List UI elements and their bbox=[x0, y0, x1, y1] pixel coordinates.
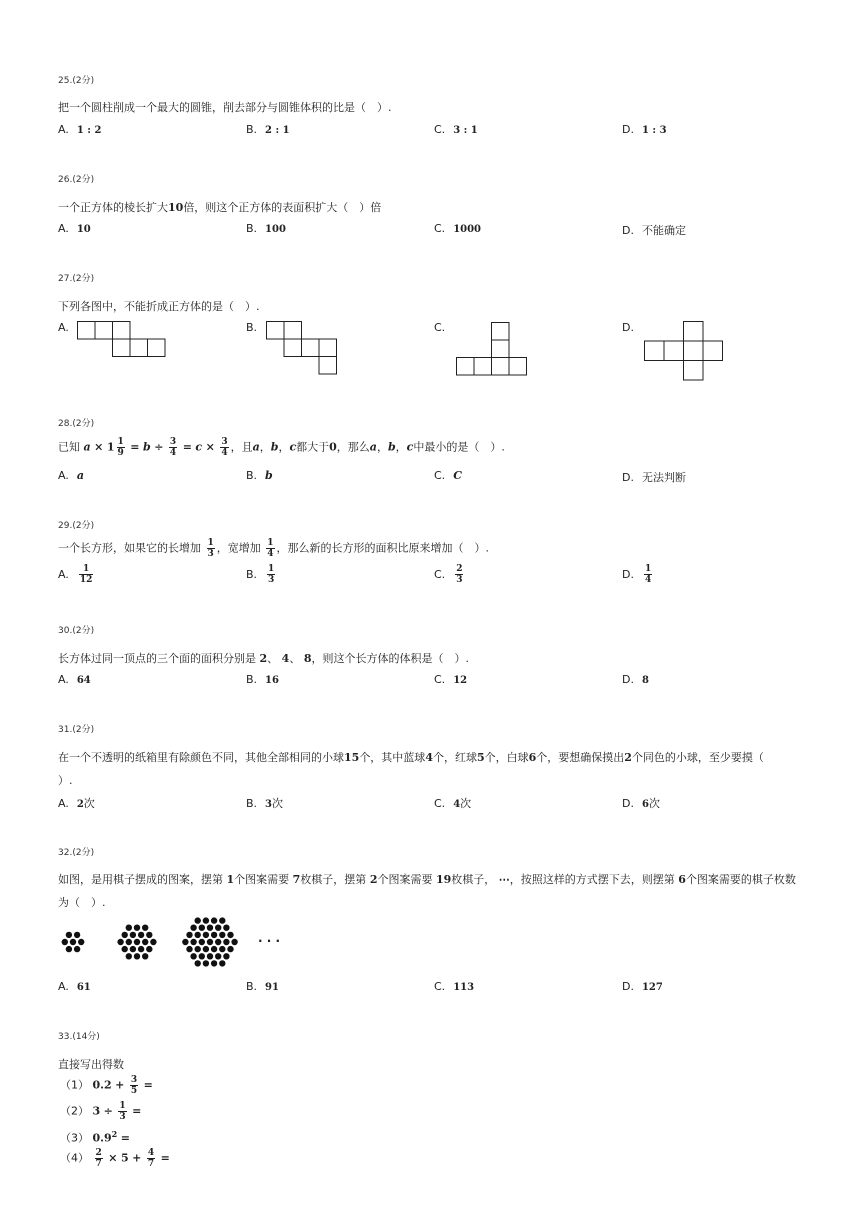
q32-option-d[interactable]: D. 127 bbox=[622, 980, 663, 993]
q27-option-a[interactable]: A. bbox=[58, 321, 69, 334]
chess-piece-dot bbox=[207, 939, 213, 945]
chess-piece-dot bbox=[182, 939, 188, 945]
q30-option-a[interactable]: A. 64 bbox=[58, 673, 91, 686]
chess-piece-dot bbox=[190, 925, 196, 931]
chess-piece-dot bbox=[74, 932, 80, 938]
q29-option-d[interactable]: D. $\frac{1}{4}$ bbox=[622, 564, 652, 585]
q26-option-d[interactable]: D. 不能确定 bbox=[622, 224, 686, 237]
chess-piece-dot bbox=[199, 939, 205, 945]
q28-option-d[interactable]: D. 无法判断 bbox=[622, 471, 686, 484]
q31-option-c[interactable]: C. 4次 bbox=[434, 797, 472, 810]
q30-option-c[interactable]: C. 12 bbox=[434, 673, 468, 686]
q29-option-b[interactable]: B. $\frac{1}{3}$ bbox=[246, 564, 275, 585]
question-28-stem: 已知 a × 1 $\frac{1}{9}$ = b ÷ $\frac{3}{4}$ = c × $\frac{3}{4}$ ，且a，b，c都大于0，那么a，b，c中最小的是（ ）. bbox=[58, 437, 505, 458]
chess-piece-dot bbox=[142, 925, 148, 931]
fraction: $\frac{1}{9}$ bbox=[117, 437, 124, 458]
chess-piece-dot bbox=[203, 932, 209, 938]
q29-option-a[interactable]: A. $\frac{1}{12}$ bbox=[58, 564, 93, 585]
chess-piece-dot bbox=[199, 953, 205, 959]
chess-piece-dot bbox=[215, 925, 221, 931]
chess-piece-dot bbox=[211, 917, 217, 923]
q31-option-a[interactable]: A. 2次 bbox=[58, 797, 95, 810]
question-31-number: 31.(2分) bbox=[58, 725, 95, 735]
question-32-stem-line1: 如图，是用棋子摆成的图案，摆第 1个图案需要 7枚棋子，摆第 2个图案需要 19枚棋子， ⋯，按照这样的方式摆下去，则摆第 6个图案需要的棋子枚数 bbox=[58, 873, 796, 886]
q33-item-2: （2） 3 ÷ $\frac{1}{3}$ = bbox=[60, 1101, 142, 1122]
q32-option-c[interactable]: C. 113 bbox=[434, 980, 475, 993]
chess-piece-dot bbox=[223, 939, 229, 945]
q25-option-a[interactable]: A. 1 : 2 bbox=[58, 123, 102, 136]
chess-piece-dot bbox=[215, 953, 221, 959]
chess-piece-dot bbox=[211, 960, 217, 966]
q26-option-c[interactable]: C. 1000 bbox=[434, 222, 482, 235]
chess-piece-dot bbox=[195, 917, 201, 923]
q31-option-d[interactable]: D. 6次 bbox=[622, 797, 660, 810]
q33-item-1: （1） 0.2 + $\frac{3}{5}$ = bbox=[60, 1075, 153, 1096]
hex-pattern-3 bbox=[182, 917, 238, 966]
q26-option-a[interactable]: A. 10 bbox=[58, 222, 91, 235]
question-31-stem-line2: ）. bbox=[58, 774, 73, 787]
chess-piece-dot bbox=[195, 960, 201, 966]
fraction: $\frac{3}{4}$ bbox=[169, 437, 177, 458]
question-25-number: 25.(2分) bbox=[58, 76, 95, 86]
chess-piece-dot bbox=[138, 932, 144, 938]
question-27-number: 27.(2分) bbox=[58, 274, 95, 284]
chess-piece-dot bbox=[146, 932, 152, 938]
q25-option-c[interactable]: C. 3 : 1 bbox=[434, 123, 478, 136]
q32-option-b[interactable]: B. 91 bbox=[246, 980, 279, 993]
chess-piece-dot bbox=[117, 939, 123, 945]
q33-item-3: （3） $0.9^2$ = bbox=[60, 1129, 130, 1145]
chess-piece-dot bbox=[211, 946, 217, 952]
q27-net-d-figure bbox=[644, 321, 726, 381]
chess-piece-dot bbox=[142, 939, 148, 945]
chess-piece-dot bbox=[130, 946, 136, 952]
chess-piece-dot bbox=[70, 939, 76, 945]
chess-piece-dot bbox=[190, 939, 196, 945]
chess-piece-dot bbox=[126, 939, 132, 945]
question-26-number: 26.(2分) bbox=[58, 175, 95, 185]
chess-piece-dot bbox=[211, 932, 217, 938]
chess-piece-dot bbox=[122, 932, 128, 938]
q25-option-b[interactable]: B. 2 : 1 bbox=[246, 123, 290, 136]
chess-piece-dot bbox=[134, 953, 140, 959]
q30-option-b[interactable]: B. 16 bbox=[246, 673, 279, 686]
fraction: $\frac{1}{3}$ bbox=[207, 538, 214, 559]
chess-piece-dot bbox=[219, 917, 225, 923]
q33-item-4: （4） $\frac{2}{7}$ × 5 + $\frac{4}{7}$ = bbox=[60, 1148, 170, 1169]
question-28-number: 28.(2分) bbox=[58, 419, 95, 429]
q29-option-c[interactable]: C. $\frac{2}{3}$ bbox=[434, 564, 463, 585]
question-25-stem: 把一个圆柱削成一个最大的圆锥，削去部分与圆锥体积的比是（ ）. bbox=[58, 101, 392, 114]
hex-pattern-2 bbox=[117, 925, 156, 960]
chess-piece-dot bbox=[74, 946, 80, 952]
chess-piece-dot bbox=[186, 946, 192, 952]
q28-option-a[interactable]: A. a bbox=[58, 469, 84, 482]
chess-piece-dot bbox=[203, 960, 209, 966]
chess-piece-dot bbox=[219, 932, 225, 938]
question-31-stem-line1: 在一个不透明的纸箱里有除颜色不同，其他全部相同的小球15个，其中蓝球4个，红球5个，白球6个，要想确保摸出2个同色的小球，至少要摸（ bbox=[58, 751, 764, 764]
chess-piece-dot bbox=[203, 917, 209, 923]
question-29-number: 29.(2分) bbox=[58, 521, 95, 531]
q31-option-b[interactable]: B. 3次 bbox=[246, 797, 284, 810]
question-30-stem: 长方体过同一顶点的三个面的面积分别是 2、 4、 8，则这个长方体的体积是（ ）. bbox=[58, 652, 469, 665]
q26-option-b[interactable]: B. 100 bbox=[246, 222, 286, 235]
fraction: $\frac{1}{4}$ bbox=[267, 538, 274, 559]
q27-net-a-figure bbox=[77, 321, 167, 357]
chess-piece-dot bbox=[190, 953, 196, 959]
q27-option-c[interactable]: C. bbox=[434, 321, 446, 334]
chess-piece-dot bbox=[134, 939, 140, 945]
fraction: $\frac{3}{4}$ bbox=[221, 437, 228, 458]
question-30-number: 30.(2分) bbox=[58, 626, 95, 636]
question-26-stem: 一个正方体的棱长扩大10倍，则这个正方体的表面积扩大（ ）倍 bbox=[58, 201, 382, 214]
chess-piece-dot bbox=[150, 939, 156, 945]
chess-piece-dot bbox=[199, 925, 205, 931]
question-29-stem: 一个长方形，如果它的长增加 $\frac{1}{3}$ ，宽增加 $\frac{1}{4}$ ，那么新的长方形的面积比原来增加（ ）. bbox=[58, 538, 490, 559]
chess-piece-dot bbox=[126, 953, 132, 959]
chess-piece-dot bbox=[66, 932, 72, 938]
chess-piece-dot bbox=[130, 932, 136, 938]
question-32-stem-line2: 为（ ）. bbox=[58, 896, 106, 909]
chess-piece-dot bbox=[223, 925, 229, 931]
chess-piece-dot bbox=[78, 939, 84, 945]
chess-piece-dot bbox=[223, 953, 229, 959]
q32-option-a[interactable]: A. 61 bbox=[58, 980, 91, 993]
chess-piece-dot bbox=[227, 946, 233, 952]
question-33-stem: 直接写出得数 bbox=[58, 1058, 124, 1071]
q28-option-c[interactable]: C. C bbox=[434, 469, 462, 482]
question-27-stem: 下列各图中，不能折成正方体的是（ ）. bbox=[58, 300, 260, 313]
chess-piece-dot bbox=[219, 946, 225, 952]
q27-option-b[interactable]: B. bbox=[246, 321, 258, 334]
q27-option-d[interactable]: D. bbox=[622, 321, 634, 334]
chess-piece-dot bbox=[231, 939, 237, 945]
q27-net-c-figure bbox=[456, 322, 528, 376]
chess-piece-dot bbox=[122, 946, 128, 952]
chess-piece-dot bbox=[126, 925, 132, 931]
chess-piece-dot bbox=[207, 925, 213, 931]
q28-option-b[interactable]: B. b bbox=[246, 469, 273, 482]
chess-piece-dot bbox=[146, 946, 152, 952]
chess-piece-dot bbox=[219, 960, 225, 966]
hex-pattern-1 bbox=[62, 932, 85, 953]
chess-piece-dot bbox=[62, 939, 68, 945]
chess-piece-dot bbox=[215, 939, 221, 945]
chess-piece-dot bbox=[227, 932, 233, 938]
chess-piece-dot bbox=[203, 946, 209, 952]
chess-piece-dot bbox=[138, 946, 144, 952]
q25-option-d[interactable]: D. 1 : 3 bbox=[622, 123, 667, 136]
question-32-number: 32.(2分) bbox=[58, 848, 95, 858]
question-33-number: 33.(14分) bbox=[58, 1032, 100, 1042]
chess-piece-dot bbox=[142, 953, 148, 959]
q32-ellipsis: · · · bbox=[258, 934, 281, 948]
q30-option-d[interactable]: D. 8 bbox=[622, 673, 649, 686]
chess-piece-dot bbox=[195, 946, 201, 952]
chess-piece-dot bbox=[66, 946, 72, 952]
chess-piece-dot bbox=[186, 932, 192, 938]
chess-piece-dot bbox=[134, 925, 140, 931]
chess-piece-dot bbox=[207, 953, 213, 959]
q27-net-b-figure bbox=[266, 321, 338, 375]
chess-piece-dot bbox=[195, 932, 201, 938]
